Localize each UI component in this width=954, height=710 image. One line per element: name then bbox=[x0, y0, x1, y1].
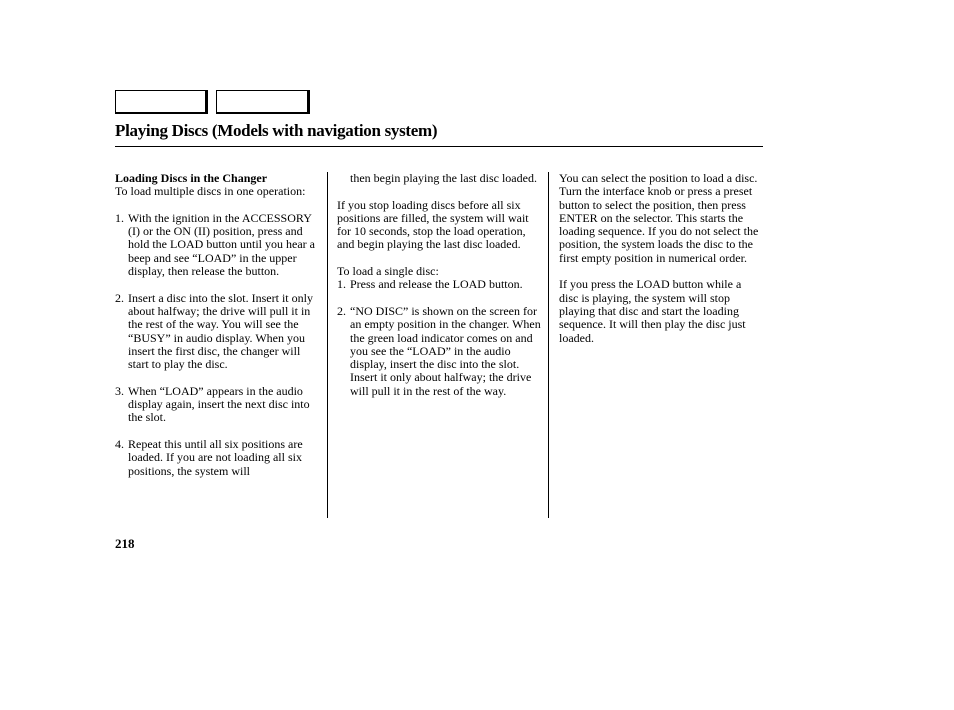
paragraph: If you stop loading discs before all six positions are filled, the system will wait for 10 seconds, stop the load operation, and begin playing the last disc loaded. bbox=[337, 197, 529, 252]
intro-text: To load multiple discs in one operation: bbox=[115, 184, 306, 199]
step-text: Press and release the LOAD button. bbox=[350, 277, 523, 292]
step-number: 3. bbox=[115, 383, 124, 398]
step-text: Insert a disc into the slot. Insert it only about halfway; the drive will pull it in the rest of the way. You will see the “BUSY” in audio display. When you insert the first disc, the changer will start to play the disc. bbox=[128, 290, 313, 372]
paragraph: You can select the position to load a disc. Turn the interface knob or press a preset button to select the position, then press ENTER on the selector. This starts the loading sequence. If you do not select the position, the system loads the disc to the first empty position in numerical order. bbox=[559, 171, 759, 265]
step-text: With the ignition in the ACCESSORY (I) or the ON (II) position, press and hold the LOAD button until you hear a beep and see “LOAD” in the upper display, then release the button. bbox=[128, 210, 315, 279]
page-number: 218 bbox=[115, 536, 135, 551]
column-divider bbox=[548, 172, 549, 518]
intro-text: To load a single disc: bbox=[337, 264, 439, 279]
step-number: 2. bbox=[337, 303, 346, 318]
list-item bbox=[337, 278, 543, 291]
column-2 bbox=[337, 172, 543, 398]
list-item bbox=[115, 292, 320, 372]
column-divider bbox=[327, 172, 328, 518]
paragraph: If you press the LOAD button while a disc is playing, the system will stop playing that disc and start the loading sequence. It will then play the disc just loaded. bbox=[559, 277, 746, 345]
page-title: Playing Discs (Models with navigation system) bbox=[115, 121, 438, 140]
step-number: 1. bbox=[337, 277, 346, 292]
column-3 bbox=[559, 172, 762, 345]
nav-tab-button-1[interactable] bbox=[115, 90, 208, 114]
step-text: Repeat this until all six positions are loaded. If you are not loading all six positions, the system will bbox=[128, 436, 303, 478]
step-text: When “LOAD” appears in the audio display again, insert the next disc into the slot. bbox=[128, 383, 310, 425]
title-divider bbox=[115, 146, 763, 147]
step-number: 4. bbox=[115, 436, 124, 451]
list-item bbox=[115, 212, 320, 278]
nav-tab-button-2[interactable] bbox=[216, 90, 310, 114]
list-item bbox=[115, 438, 320, 478]
list-item bbox=[115, 385, 320, 425]
step-number: 1. bbox=[115, 210, 124, 225]
column-1 bbox=[115, 172, 320, 478]
section-heading: Loading Discs in the Changer bbox=[115, 171, 268, 185]
list-item bbox=[337, 305, 543, 398]
step-text: “NO DISC” is shown on the screen for an empty position in the changer. When the green load indicator comes on and you see the “LOAD” in the audio display, insert the disc into the slot. Insert it only about halfway; the drive will pull it in the rest of the way. bbox=[350, 303, 541, 398]
continued-text: then begin playing the last disc loaded. bbox=[350, 171, 537, 185]
step-number: 2. bbox=[115, 290, 124, 305]
